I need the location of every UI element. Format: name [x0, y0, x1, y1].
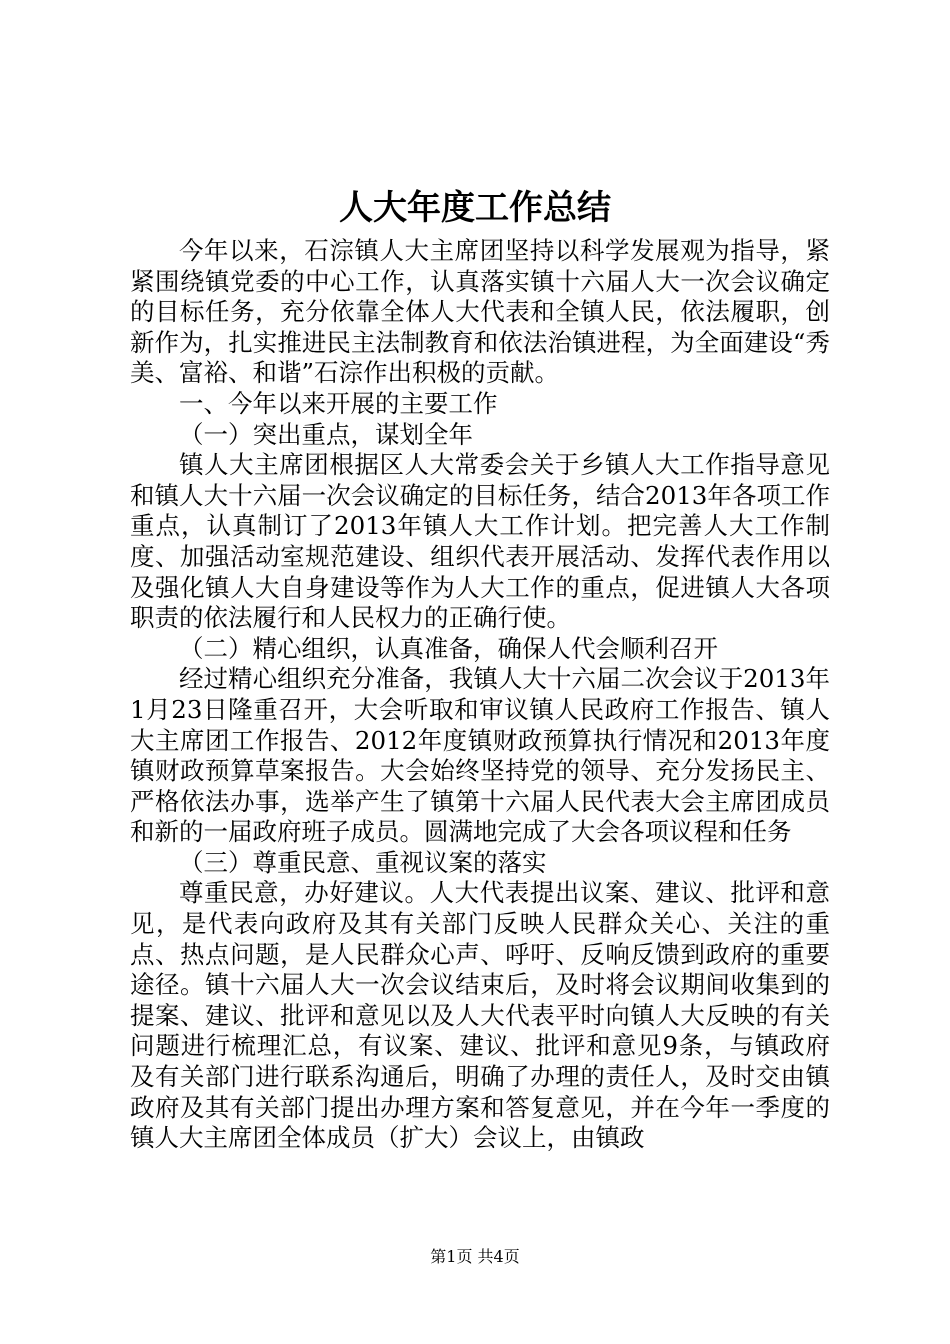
document-title: 人大年度工作总结	[339, 188, 611, 228]
document-body	[130, 236, 830, 1154]
paragraph-intro: 今年以来，石淙镇人大主席团坚持以科学发展观为指导，紧紧围绕镇党委的中心工作，认真落实镇十六届人大一次会议确定的目标任务，充分依靠全体人大代表和全镇人民，依法履职，创新作为，扎实推进民主法制教育和依法治镇进程，为全面建设“秀美、富裕、和谐”石淙作出积极的贡献。	[130, 236, 830, 388]
paragraph-congress: 经过精心组织充分准备，我镇人大十六届二次会议于2013年1月23日隆重召开，大会听取和审议镇人民政府工作报告、镇人大主席团工作报告、2012年度镇财政预算执行情况和2013年度镇财政预算草案报告。大会始终坚持党的领导、充分发扬民主、严格依法办事，选举产生了镇第十六届人民代表大会主席团成员和新的一届政府班子成员。圆满地完成了大会各项议程和任务	[130, 664, 830, 847]
paragraph-planning: 镇人大主席团根据区人大常委会关于乡镇人大工作指导意见和镇人大十六届一次会议确定的目标任务，结合2013年各项工作重点，认真制订了2013年镇人大工作计划。把完善人大工作制度、加强活动室规范建设、组织代表开展活动、发挥代表作用以及强化镇人大自身建设等作为人大工作的重点，促进镇人大各项职责的依法履行和人民权力的正确行使。	[130, 450, 830, 633]
paragraph-proposals: 尊重民意，办好建议。人大代表提出议案、建议、批评和意见，是代表向政府及其有关部门反映人民群众关心、关注的重点、热点问题，是人民群众心声、呼吁、反响反馈到政府的重要途径。镇十六届人大一次会议结束后，及时将会议期间收集到的提案、建议、批评和意见以及人大代表平时向镇人大反映的有关问题进行梳理汇总，有议案、建议、批评和意见9条，与镇政府及有关部门进行联系沟通后，明确了办理的责任人，及时交由镇政府及其有关部门提出办理方案和答复意见，并在今年一季度的镇人大主席团全体成员（扩大）会议上，由镇政	[130, 878, 830, 1153]
subsection-heading-1: （一）突出重点，谋划全年	[179, 419, 473, 449]
subsection-heading-3: （三）尊重民意、重视议案的落实	[179, 847, 547, 877]
section-heading-1: 一、今年以来开展的主要工作	[179, 388, 498, 418]
page-footer: 第1页 共4页	[430, 1247, 520, 1266]
subsection-heading-2: （二）精心组织，认真准备，确保人代会顺利召开	[179, 633, 718, 663]
